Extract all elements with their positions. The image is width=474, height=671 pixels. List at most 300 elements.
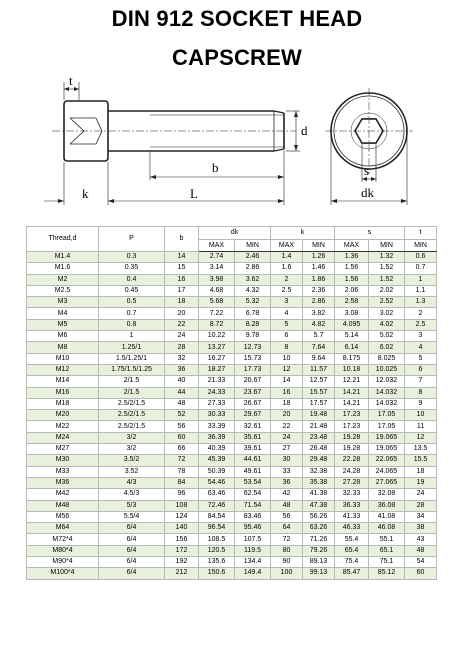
cell-thread: M6	[27, 331, 99, 342]
cell-t-min: 7	[405, 376, 437, 387]
cell-s-min: 17.05	[369, 421, 405, 432]
table-row	[27, 331, 437, 342]
cell-dk-max: 108.5	[199, 534, 235, 545]
cell-k-max: 2.5	[271, 285, 303, 296]
cell-dk-min: 26.67	[235, 398, 271, 409]
cell-thread: M48	[27, 500, 99, 511]
cell-t-min: 5	[405, 353, 437, 364]
cell-s-max: 27.28	[335, 477, 369, 488]
table-row	[27, 263, 437, 274]
table-row	[27, 489, 437, 500]
header-k: k	[271, 227, 335, 240]
cell-k-min: 5.7	[303, 331, 335, 342]
cell-b: 28	[165, 342, 199, 353]
cell-b: 20	[165, 308, 199, 319]
table-row	[27, 432, 437, 443]
cell-pitch: 1.75/1.5/1.25	[99, 364, 165, 375]
cell-b: 18	[165, 297, 199, 308]
cell-s-max: 2.06	[335, 285, 369, 296]
cell-thread: M12	[27, 364, 99, 375]
cell-t-min: 2	[405, 308, 437, 319]
cell-k-max: 2	[271, 274, 303, 285]
cell-k-min: 19.48	[303, 410, 335, 421]
cell-k-max: 33	[271, 466, 303, 477]
cell-k-max: 3	[271, 297, 303, 308]
cell-k-max: 18	[271, 398, 303, 409]
cell-k-max: 10	[271, 353, 303, 364]
cell-b: 24	[165, 331, 199, 342]
cell-dk-min: 12.73	[235, 342, 271, 353]
header-pitch: P	[99, 227, 165, 252]
cell-t-min: 3	[405, 331, 437, 342]
cell-dk-max: 3.14	[199, 263, 235, 274]
cell-pitch: 6/4	[99, 568, 165, 579]
cell-s-max: 75.4	[335, 557, 369, 568]
cell-dk-min: 83.46	[235, 511, 271, 522]
cell-k-max: 22	[271, 421, 303, 432]
cell-s-min: 41.08	[369, 511, 405, 522]
cell-thread: M36	[27, 477, 99, 488]
cell-b: 96	[165, 489, 199, 500]
screw-technical-drawing	[0, 72, 474, 222]
cell-k-max: 72	[271, 534, 303, 545]
cell-s-min: 46.08	[369, 523, 405, 534]
cell-s-min: 55.1	[369, 534, 405, 545]
header-t-min: MIN	[405, 240, 437, 252]
cell-b: 140	[165, 523, 199, 534]
cell-k-min: 63.26	[303, 523, 335, 534]
cell-dk-min: 15.73	[235, 353, 271, 364]
cell-s-min: 1.52	[369, 274, 405, 285]
dim-label-b: b	[212, 160, 219, 175]
cell-pitch: 4.5/3	[99, 489, 165, 500]
cell-k-min: 4.82	[303, 319, 335, 330]
cell-dk-min: 119.5	[235, 545, 271, 556]
cell-thread: M5	[27, 319, 99, 330]
cell-t-min: 1	[405, 274, 437, 285]
cell-dk-max: 5.68	[199, 297, 235, 308]
cell-b: 14	[165, 252, 199, 263]
cell-dk-max: 45.39	[199, 455, 235, 466]
cell-thread: M3	[27, 297, 99, 308]
cell-pitch: 0.5	[99, 297, 165, 308]
cell-t-min: 12	[405, 432, 437, 443]
cell-t-min: 18	[405, 466, 437, 477]
cell-dk-max: 13.27	[199, 342, 235, 353]
dim-label-s: s	[364, 163, 370, 178]
cell-thread: M1.4	[27, 252, 99, 263]
cell-t-min: 6	[405, 364, 437, 375]
page-title-line-2: CAPSCREW	[172, 45, 302, 70]
cell-s-max: 17.23	[335, 421, 369, 432]
cell-k-max: 30	[271, 455, 303, 466]
cell-b: 212	[165, 568, 199, 579]
cell-b: 40	[165, 376, 199, 387]
cell-thread: M56	[27, 511, 99, 522]
cell-s-min: 19.065	[369, 444, 405, 455]
cell-k-min: 9.64	[303, 353, 335, 364]
table-row	[27, 353, 437, 364]
cell-dk-min: 49.61	[235, 466, 271, 477]
cell-t-min: 24	[405, 489, 437, 500]
cell-s-max: 12.21	[335, 376, 369, 387]
cell-s-min: 36.08	[369, 500, 405, 511]
cell-s-min: 3.02	[369, 308, 405, 319]
cell-k-max: 56	[271, 511, 303, 522]
cell-dk-min: 149.4	[235, 568, 271, 579]
cell-k-max: 80	[271, 545, 303, 556]
cell-s-min: 75.1	[369, 557, 405, 568]
cell-k-max: 12	[271, 364, 303, 375]
cell-k-max: 20	[271, 410, 303, 421]
cell-thread: M24	[27, 432, 99, 443]
cell-dk-max: 135.6	[199, 557, 235, 568]
cell-s-max: 46.33	[335, 523, 369, 534]
dimension-table-body	[27, 252, 437, 580]
cell-k-min: 32.38	[303, 466, 335, 477]
cell-s-max: 32.33	[335, 489, 369, 500]
cell-k-min: 2.36	[303, 285, 335, 296]
cell-dk-max: 10.22	[199, 331, 235, 342]
cell-k-min: 15.57	[303, 387, 335, 398]
header-dk: dk	[199, 227, 271, 240]
cell-dk-max: 24.33	[199, 387, 235, 398]
cell-s-max: 1.56	[335, 274, 369, 285]
cell-s-max: 10.18	[335, 364, 369, 375]
cell-dk-min: 9.78	[235, 331, 271, 342]
cell-dk-max: 21.33	[199, 376, 235, 387]
cell-b: 36	[165, 364, 199, 375]
cell-thread: M16	[27, 387, 99, 398]
cell-t-min: 54	[405, 557, 437, 568]
table-row	[27, 364, 437, 375]
cell-dk-max: 8.72	[199, 319, 235, 330]
cell-pitch: 2.5/2/1.5	[99, 410, 165, 421]
cell-k-min: 21.48	[303, 421, 335, 432]
cell-dk-min: 53.54	[235, 477, 271, 488]
cell-dk-max: 50.39	[199, 466, 235, 477]
cell-s-min: 6.02	[369, 342, 405, 353]
cell-s-max: 1.56	[335, 263, 369, 274]
cell-dk-min: 32.61	[235, 421, 271, 432]
cell-b: 48	[165, 398, 199, 409]
cell-dk-max: 72.46	[199, 500, 235, 511]
dim-label-dk: dk	[361, 185, 374, 200]
cell-s-min: 10.025	[369, 364, 405, 375]
cell-t-min: 34	[405, 511, 437, 522]
cell-thread: M4	[27, 308, 99, 319]
cell-thread: M72*4	[27, 534, 99, 545]
cell-dk-min: 35.61	[235, 432, 271, 443]
cell-t-min: 0.7	[405, 263, 437, 274]
cell-k-max: 5	[271, 319, 303, 330]
cell-thread: M100*4	[27, 568, 99, 579]
cell-s-max: 41.33	[335, 511, 369, 522]
cell-dk-min: 95.46	[235, 523, 271, 534]
cell-s-min: 17.05	[369, 410, 405, 421]
cell-s-max: 24.28	[335, 466, 369, 477]
cell-b: 84	[165, 477, 199, 488]
cell-s-max: 3.08	[335, 308, 369, 319]
cell-k-min: 47.38	[303, 500, 335, 511]
cell-thread: M33	[27, 466, 99, 477]
table-row	[27, 444, 437, 455]
cell-pitch: 6/4	[99, 534, 165, 545]
header-k-min: MIN	[303, 240, 335, 252]
table-row	[27, 534, 437, 545]
cell-t-min: 13.5	[405, 444, 437, 455]
cell-thread: M10	[27, 353, 99, 364]
cell-pitch: 3/2	[99, 444, 165, 455]
cell-thread: M90*4	[27, 557, 99, 568]
table-row	[27, 500, 437, 511]
cell-k-min: 11.57	[303, 364, 335, 375]
cell-pitch: 2.5/2/1.5	[99, 398, 165, 409]
cell-s-min: 65.1	[369, 545, 405, 556]
cell-pitch: 6/4	[99, 523, 165, 534]
cell-dk-min: 5.32	[235, 297, 271, 308]
cell-b: 22	[165, 319, 199, 330]
cell-pitch: 0.8	[99, 319, 165, 330]
cell-dk-max: 27.33	[199, 398, 235, 409]
cell-b: 78	[165, 466, 199, 477]
cell-t-min: 0.6	[405, 252, 437, 263]
cell-dk-min: 39.61	[235, 444, 271, 455]
cell-b: 17	[165, 285, 199, 296]
cell-t-min: 1.3	[405, 297, 437, 308]
cell-dk-min: 8.28	[235, 319, 271, 330]
header-s-max: MAX	[335, 240, 369, 252]
cell-dk-min: 3.62	[235, 274, 271, 285]
cell-k-min: 71.26	[303, 534, 335, 545]
cell-s-max: 65.4	[335, 545, 369, 556]
cell-t-min: 38	[405, 523, 437, 534]
cell-pitch: 1.25/1	[99, 342, 165, 353]
cell-s-min: 24.065	[369, 466, 405, 477]
table-row	[27, 568, 437, 579]
cell-t-min: 43	[405, 534, 437, 545]
cell-pitch: 3/2	[99, 432, 165, 443]
cell-dk-max: 3.98	[199, 274, 235, 285]
cell-k-min: 23.48	[303, 432, 335, 443]
header-dk-max: MAX	[199, 240, 235, 252]
header-k-max: MAX	[271, 240, 303, 252]
dim-label-k: k	[82, 186, 89, 201]
cell-thread: M80*4	[27, 545, 99, 556]
cell-dk-max: 84.54	[199, 511, 235, 522]
cell-b: 66	[165, 444, 199, 455]
cell-s-max: 1.36	[335, 252, 369, 263]
cell-dk-max: 4.68	[199, 285, 235, 296]
cell-s-min: 32.08	[369, 489, 405, 500]
cell-thread: M20	[27, 410, 99, 421]
cell-s-min: 2.02	[369, 285, 405, 296]
header-b: b	[165, 227, 199, 252]
cell-k-max: 36	[271, 477, 303, 488]
cell-k-min: 17.57	[303, 398, 335, 409]
cell-k-max: 48	[271, 500, 303, 511]
table-row	[27, 511, 437, 522]
cell-t-min: 4	[405, 342, 437, 353]
cell-k-min: 3.82	[303, 308, 335, 319]
cell-dk-min: 6.78	[235, 308, 271, 319]
cell-dk-max: 54.46	[199, 477, 235, 488]
cell-dk-max: 120.5	[199, 545, 235, 556]
cell-k-max: 64	[271, 523, 303, 534]
cell-k-min: 99.13	[303, 568, 335, 579]
cell-pitch: 5/3	[99, 500, 165, 511]
cell-s-min: 12.032	[369, 376, 405, 387]
header-thread: Thread,d	[27, 227, 99, 252]
cell-thread: M27	[27, 444, 99, 455]
cell-s-min: 27.065	[369, 477, 405, 488]
cell-b: 72	[165, 455, 199, 466]
cell-s-max: 2.58	[335, 297, 369, 308]
cell-s-min: 14.032	[369, 387, 405, 398]
cell-s-max: 14.21	[335, 387, 369, 398]
cell-pitch: 4/3	[99, 477, 165, 488]
cell-pitch: 2/1.5	[99, 376, 165, 387]
cell-k-max: 6	[271, 331, 303, 342]
cell-dk-max: 36.39	[199, 432, 235, 443]
cell-k-min: 1.26	[303, 252, 335, 263]
cell-thread: M14	[27, 376, 99, 387]
cell-dk-max: 30.33	[199, 410, 235, 421]
table-row	[27, 523, 437, 534]
cell-b: 156	[165, 534, 199, 545]
header-t: t	[405, 227, 437, 240]
cell-s-max: 36.33	[335, 500, 369, 511]
cell-t-min: 8	[405, 387, 437, 398]
cell-k-max: 27	[271, 444, 303, 455]
dim-label-d: d	[301, 123, 308, 138]
cell-s-max: 8.175	[335, 353, 369, 364]
cell-dk-max: 150.6	[199, 568, 235, 579]
table-row	[27, 285, 437, 296]
cell-dk-min: 20.67	[235, 376, 271, 387]
header-dk-min: MIN	[235, 240, 271, 252]
cell-s-max: 55.4	[335, 534, 369, 545]
cell-k-max: 1.4	[271, 252, 303, 263]
cell-pitch: 2/1.5	[99, 387, 165, 398]
cell-dk-max: 16.27	[199, 353, 235, 364]
cell-k-max: 4	[271, 308, 303, 319]
header-s-min: MIN	[369, 240, 405, 252]
table-row	[27, 466, 437, 477]
dim-label-L: L	[190, 186, 198, 201]
cell-thread: M22	[27, 421, 99, 432]
cell-dk-min: 107.5	[235, 534, 271, 545]
cell-s-max: 19.28	[335, 432, 369, 443]
cell-b: 56	[165, 421, 199, 432]
table-row	[27, 398, 437, 409]
cell-b: 16	[165, 274, 199, 285]
cell-s-min: 5.02	[369, 331, 405, 342]
cell-s-min: 14.032	[369, 398, 405, 409]
cell-dk-min: 71.54	[235, 500, 271, 511]
cell-k-min: 79.26	[303, 545, 335, 556]
cell-dk-min: 29.67	[235, 410, 271, 421]
table-row	[27, 342, 437, 353]
cell-dk-max: 40.39	[199, 444, 235, 455]
cell-dk-min: 2.86	[235, 263, 271, 274]
cell-s-min: 85.12	[369, 568, 405, 579]
cell-thread: M64	[27, 523, 99, 534]
table-row	[27, 319, 437, 330]
cell-dk-max: 18.27	[199, 364, 235, 375]
cell-dk-min: 2.46	[235, 252, 271, 263]
cell-s-max: 14.21	[335, 398, 369, 409]
cell-dk-max: 63.46	[199, 489, 235, 500]
cell-s-max: 5.14	[335, 331, 369, 342]
cell-pitch: 0.3	[99, 252, 165, 263]
cell-thread: M8	[27, 342, 99, 353]
cell-k-min: 7.64	[303, 342, 335, 353]
cell-k-min: 89.13	[303, 557, 335, 568]
cell-t-min: 60	[405, 568, 437, 579]
cell-t-min: 48	[405, 545, 437, 556]
cell-b: 124	[165, 511, 199, 522]
cell-k-max: 24	[271, 432, 303, 443]
table-row	[27, 421, 437, 432]
cell-s-max: 85.47	[335, 568, 369, 579]
cell-thread: M18	[27, 398, 99, 409]
table-row	[27, 274, 437, 285]
cell-t-min: 10	[405, 410, 437, 421]
cell-dk-min: 23.67	[235, 387, 271, 398]
cell-k-min: 26.48	[303, 444, 335, 455]
cell-s-max: 19.28	[335, 444, 369, 455]
cell-t-min: 11	[405, 421, 437, 432]
cell-s-max: 22.28	[335, 455, 369, 466]
cell-k-min: 56.26	[303, 511, 335, 522]
cell-s-min: 4.02	[369, 319, 405, 330]
cell-b: 44	[165, 387, 199, 398]
cell-s-max: 6.14	[335, 342, 369, 353]
cell-b: 15	[165, 263, 199, 274]
table-row	[27, 545, 437, 556]
dimension-table	[26, 226, 437, 580]
cell-t-min: 28	[405, 500, 437, 511]
header-s: s	[335, 227, 405, 240]
cell-k-max: 14	[271, 376, 303, 387]
cell-dk-min: 134.4	[235, 557, 271, 568]
cell-k-max: 1.6	[271, 263, 303, 274]
cell-b: 108	[165, 500, 199, 511]
cell-s-min: 22.065	[369, 455, 405, 466]
cell-dk-min: 4.32	[235, 285, 271, 296]
cell-k-max: 42	[271, 489, 303, 500]
table-row	[27, 252, 437, 263]
cell-pitch: 0.35	[99, 263, 165, 274]
cell-pitch: 2.5/2/1.5	[99, 421, 165, 432]
cell-s-min: 2.52	[369, 297, 405, 308]
cell-dk-max: 7.22	[199, 308, 235, 319]
cell-b: 52	[165, 410, 199, 421]
cell-dk-max: 2.74	[199, 252, 235, 263]
cell-pitch: 5.5/4	[99, 511, 165, 522]
cell-t-min: 15.5	[405, 455, 437, 466]
cell-k-min: 41.38	[303, 489, 335, 500]
cell-b: 32	[165, 353, 199, 364]
cell-k-max: 90	[271, 557, 303, 568]
page-title-line-1: DIN 912 SOCKET HEAD	[111, 6, 363, 31]
table-row	[27, 410, 437, 421]
cell-pitch: 6/4	[99, 557, 165, 568]
cell-pitch: 3.5/2	[99, 455, 165, 466]
cell-dk-min: 44.61	[235, 455, 271, 466]
cell-k-min: 1.86	[303, 274, 335, 285]
